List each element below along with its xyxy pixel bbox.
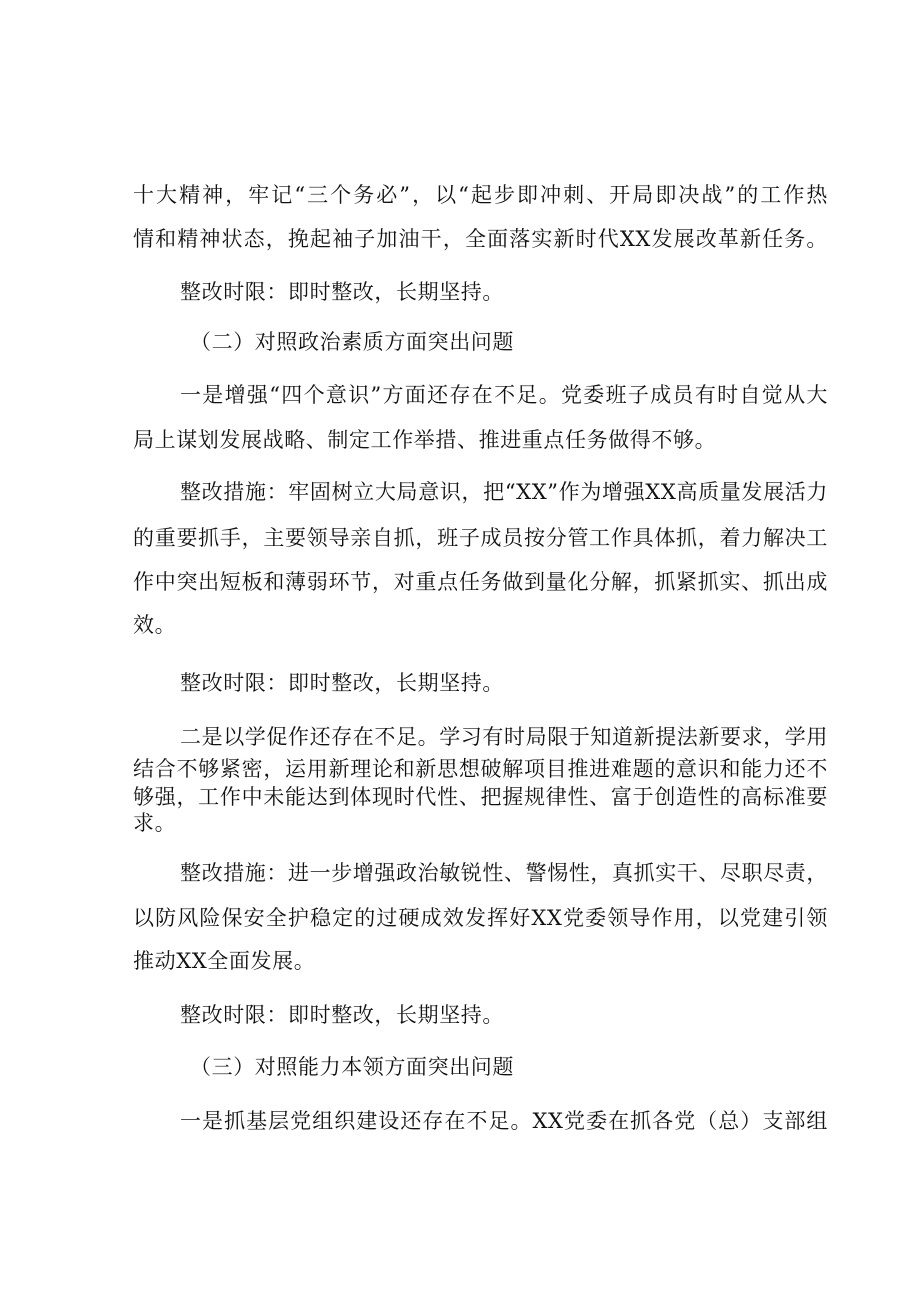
- paragraph-line: 一是增强“四个意识”方面还存在不足。党委班子成员有时自觉从大: [180, 383, 828, 407]
- paragraph-line: 局上谋划发展战略、制定工作举措、推进重点任务做得不够。: [133, 428, 717, 452]
- paragraph-line: 求。: [133, 811, 177, 835]
- paragraph-line: 效。: [133, 613, 177, 637]
- paragraph-line: 结合不够紧密，运用新理论和新思想破解项目推进难题的意识和能力还不: [133, 757, 828, 781]
- paragraph-line: 一是抓基层党组织建设还存在不足。XX党委在抓各党（总）支部组: [180, 1109, 828, 1133]
- paragraph-line: 推动XX全面发展。: [133, 949, 316, 973]
- paragraph-line: 作中突出短板和薄弱环节，对重点任务做到量化分解，抓紧抓实、抓出成: [133, 570, 828, 594]
- paragraph-line: 的重要抓手，主要领导亲自抓，班子成员按分管工作具体抓，着力解决工: [133, 526, 828, 550]
- section-heading: （三）对照能力本领方面突出问题: [190, 1055, 514, 1079]
- paragraph-line: 情和精神状态，挽起袖子加油干，全面落实新时代XX发展改革新任务。: [133, 227, 828, 251]
- paragraph-line: 以防风险保安全护稳定的过硬成效发挥好XX党委领导作用，以党建引领: [133, 906, 828, 930]
- paragraph-line: 二是以学促作还存在不足。学习有时局限于知道新提法新要求，学用: [180, 725, 828, 749]
- measure-line: 整改措施：进一步增强政治敏锐性、警惕性，真抓实干、尽职尽责，: [180, 861, 828, 885]
- measure-line: 整改措施：牢固树立大局意识，把“XX”作为增强XX高质量发展活力: [180, 480, 828, 504]
- paragraph-line: 十大精神，牢记“三个务必”，以“起步即冲刺、开局即决战”的工作热: [133, 183, 828, 207]
- section-heading: （二）对照政治素质方面突出问题: [190, 330, 514, 354]
- deadline-line: 整改时限：即时整改，长期坚持。: [180, 280, 504, 304]
- deadline-line: 整改时限：即时整改，长期坚持。: [180, 671, 504, 695]
- deadline-line: 整改时限：即时整改，长期坚持。: [180, 1003, 504, 1027]
- paragraph-line: 够强，工作中未能达到体现时代性、把握规律性、富于创造性的高标准要: [133, 785, 828, 809]
